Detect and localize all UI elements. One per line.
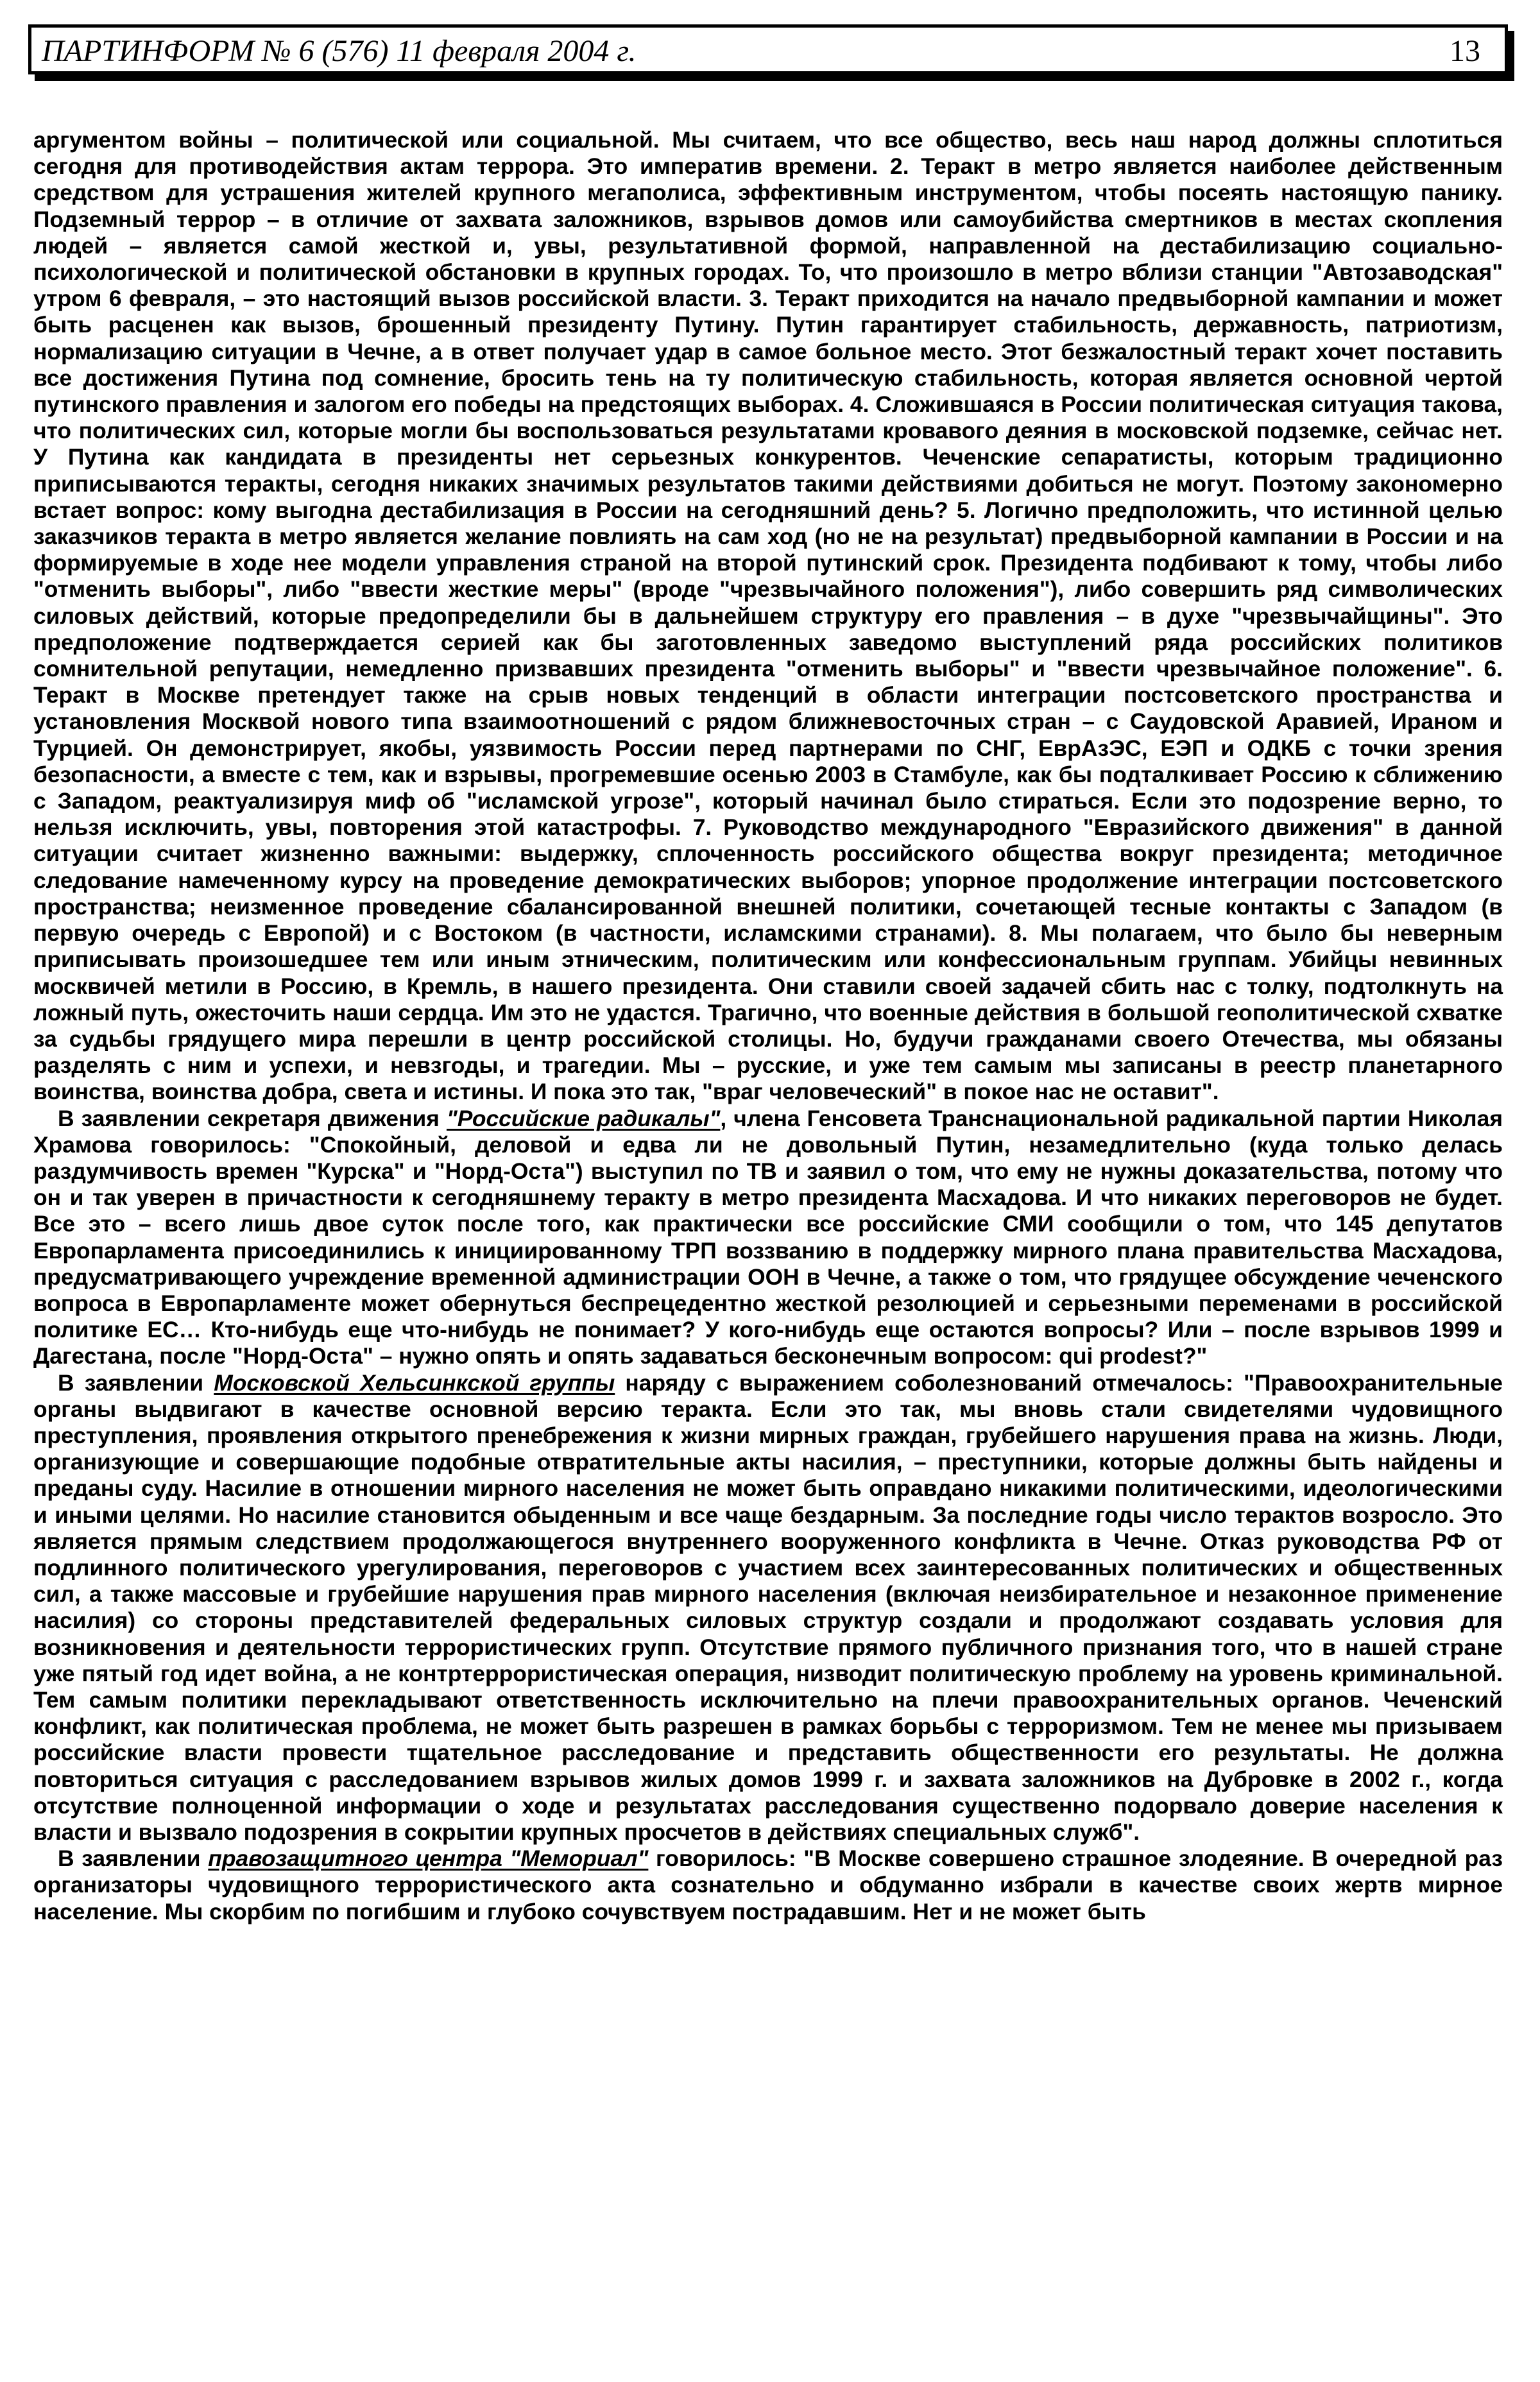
publication-title: ПАРТИНФОРМ № 6 (576) 11 февраля 2004 г. (42, 34, 637, 68)
paragraph-text: , члена Генсовета Транснациональной радикальной партии Николая Храмова говорилось: "Спокойный, деловой и едва ли не довольный Путин, незамедлительно (куда только делась раздумчивость времен "Курска" и "Норд-Оста") выступил по ТВ и заявил о том, что ему не нужны доказательства, потому что он и так уверен в причастности к сегодняшнему теракту в метро президента Масхадова. И что никаких переговоров не будет. Все это – всего лишь двое суток после того, как практически все российские СМИ сообщили о том, что 145 депутатов Европарламента присоединились к инициированному ТРП воззванию в поддержку мирного плана правительства Масхадова, предусматривающего учреждение временной администрации ООН в Чечне, а также о том, что грядущее обсуждение чеченского вопроса в Европарламенте может обернуться беспрецедентно жесткой резолюцией и серьезными переменами в российской политике ЕС… Кто-нибудь еще что-нибудь не понимает? У кого-нибудь еще остаются вопросы? Или – после взрывов 1999 и Дагестана, после "Норд-Оста" – нужно опять и опять задаваться бесконечным вопросом: qui prodest?" (33, 1105, 1503, 1369)
organization-reference: Московской Хельсинкской группы (214, 1369, 615, 1396)
page-number: 13 (1450, 34, 1480, 68)
organization-reference: "Российские радикалы" (446, 1105, 721, 1131)
paragraph-helsinki-statement (33, 1370, 1503, 1846)
paragraph-lead: В заявлении (58, 1846, 209, 1872)
article-body (33, 127, 1503, 1925)
organization-reference: правозащитного центра "Мемориал" (208, 1846, 649, 1872)
paragraph-memorial-statement (33, 1846, 1503, 1925)
paragraph-lead: В заявлении секретаря движения (58, 1105, 447, 1131)
page-header (28, 24, 1508, 74)
paragraph-eurasian-statement: аргументом войны – политической или социальной. Мы считаем, что все общество, весь наш народ должны сплотиться сегодня для противодействия актам террора. Это императив времени. 2. Теракт в метро является наиболее действенным средством для устрашения жителей крупного мегаполиса, эффективным инструментом, чтобы посеять настоящую панику. Подземный террор – в отличие от захвата заложников, взрывов домов или самоубийства смертников в местах скопления людей – является самой жесткой и, увы, результативной формой, направленной на дестабилизацию социально-психологической и политической обстановки в крупных городах. То, что произошло в метро вблизи станции "Автозаводская" утром 6 февраля, – это настоящий вызов российской власти. 3. Теракт приходится на начало предвыборной кампании и может быть расценен как вызов, брошенный президенту Путину. Путин гарантирует стабильность, державность, патриотизм, нормализацию ситуации в Чечне, а в ответ получает удар в самое больное место. Этот безжалостный теракт хочет поставить все достижения Путина под сомнение, бросить тень на ту политическую стабильность, которая является основной чертой путинского правления и залогом его победы на предстоящих выборах. 4. Сложившаяся в России политическая ситуация такова, что политических сил, которые могли бы воспользоваться результатами кровавого деяния в московской подземке, сейчас нет. У Путина как кандидата в президенты нет серьезных конкурентов. Чеченские сепаратисты, которым традиционно приписываются теракты, сегодня никаких значимых результатов такими действиями добиться не могут. Поэтому закономерно встает вопрос: кому выгодна дестабилизация в России на сегодняшний день? 5. Логично предположить, что истинной целью заказчиков теракта в метро является желание повлиять на сам ход (но не на результат) предвыборной кампании в России и на формируемые в ходе нее модели управления страной на второй путинский срок. Президента подбивают к тому, чтобы либо "отменить выборы", либо "ввести жесткие меры" (вроде "чрезвычайного положения"), либо совершить ряд символических силовых действий, которые предопределили бы в дальнейшем структуру его правления – в духе "чрезвычайщины". Это предположение подтверждается серией как бы заготовленных заведомо выступлений ряда российских политиков сомнительной репутации, немедленно призвавших президента "отменить выборы" и "ввести чрезвычайное положение". 6. Теракт в Москве претендует также на срыв новых тенденций в области интеграции постсоветского пространства и установления Москвой нового типа взаимоотношений с рядом ближневосточных стран – с Саудовской Аравией, Ираном и Турцией. Он демонстрирует, якобы, уязвимость России перед партнерами по СНГ, ЕврАзЭС, ЕЭП и ОДКБ с точки зрения безопасности, а вместе с тем, как и взрывы, прогремевшие осенью 2003 в Стамбуле, как бы подталкивает Россию к сближению с Западом, реактуализируя миф об "исламской угрозе", который начинал было стираться. Если это подозрение верно, то нельзя исключить, увы, повторения этой катастрофы. 7. Руководство международного "Евразийского движения" в данной ситуации считает жизненно важными: выдержку, сплоченность российского общества вокруг президента; методичное следование намеченному курсу на проведение демократических выборов; упорное продолжение интеграции постсоветского пространства; неизменное проведение сбалансированной внешней политики, сочетающей тесные контакты с Западом (в первую очередь с Европой) и с Востоком (в частности, исламскими странами). 8. Мы полагаем, что было бы неверным приписывать произошедшее тем или иным этническим, политическим или конфессиональным группам. Убийцы невинных москвичей метили в Россию, в Кремль, в нашего президента. Они ставили своей задачей сбить нас с толку, подтолкнуть на ложный путь, ожесточить наши сердца. Им это не удастся. Трагично, что военные действия в большой геополитической схватке за судьбы грядущего мира перешли в центр российской столицы. Но, будучи гражданами своего Отечества, мы обязаны разделять с ним и успехи, и невзгоды, и трагедии. Мы – русские, и уже тем самым мы записаны в реестр планетарного воинства, воинства добра, света и истины. И пока это так, "враг человеческий" в покое нас не оставит". (33, 127, 1503, 1105)
paragraph-radicals-statement (33, 1106, 1503, 1370)
paragraph-text: говорилось: "В Москве совершено страшное злодеяние. В очередной раз организаторы чудовищного террористического акта сознательно и обдуманно избрали в качестве своих жертв мирное население. Мы скорбим по погибшим и глубоко сочувствуем пострадавшим. Нет и не может быть (33, 1846, 1503, 1924)
paragraph-text: наряду с выражением соболезнований отмечалось: "Правоохранительные органы выдвигают в качестве основной версию теракта. Если это так, мы вновь стали свидетелями чудовищного преступления, проявления открытого пренебрежения к жизни мирных граждан, грубейшего нарушения права на жизнь. Люди, организующие и совершающие подобные отвратительные акты насилия, – преступники, которые должны быть найдены и преданы суду. Насилие в отношении мирного населения не может быть оправдано никакими политическими, идеологическими и иными целями. Но насилие становится обыденным и все чаще бездарным. За последние годы число терактов возросло. Это является прямым следствием продолжающегося внутреннего вооруженного конфликта в Чечне. Отказ руководства РФ от подлинного политического урегулирования, переговоров с участием всех заинтересованных политических и общественных сил, а также массовые и грубейшие нарушения прав мирного населения (включая неизбирательное и незаконное применение насилия) со стороны представителей федеральных силовых структур создали и продолжают создавать условия для возникновения и деятельности террористических групп. Отсутствие прямого публичного признания того, что в нашей стране уже пятый год идет война, а не контртеррористическая операция, низводит политическую проблему на уровень криминальной. Тем самым политики перекладывают ответственность исключительно на плечи правоохранительных органов. Чеченский конфликт, как политическая проблема, не может быть разрешен в рамках борьбы с терроризмом. Тем не менее мы призываем российские власти провести тщательное расследование и представить общественности его результаты. Не должна повториться ситуация с расследованием взрывов жилых домов 1999 г. и захвата заложников на Дубровке в 2002 г., когда отсутствие полноценной информации о ходе и результатах расследования существенно подорвало доверие населения к власти и вызвало подозрения в сокрытии крупных просчетов в действиях специальных служб". (33, 1369, 1503, 1845)
paragraph-lead: В заявлении (58, 1369, 214, 1396)
